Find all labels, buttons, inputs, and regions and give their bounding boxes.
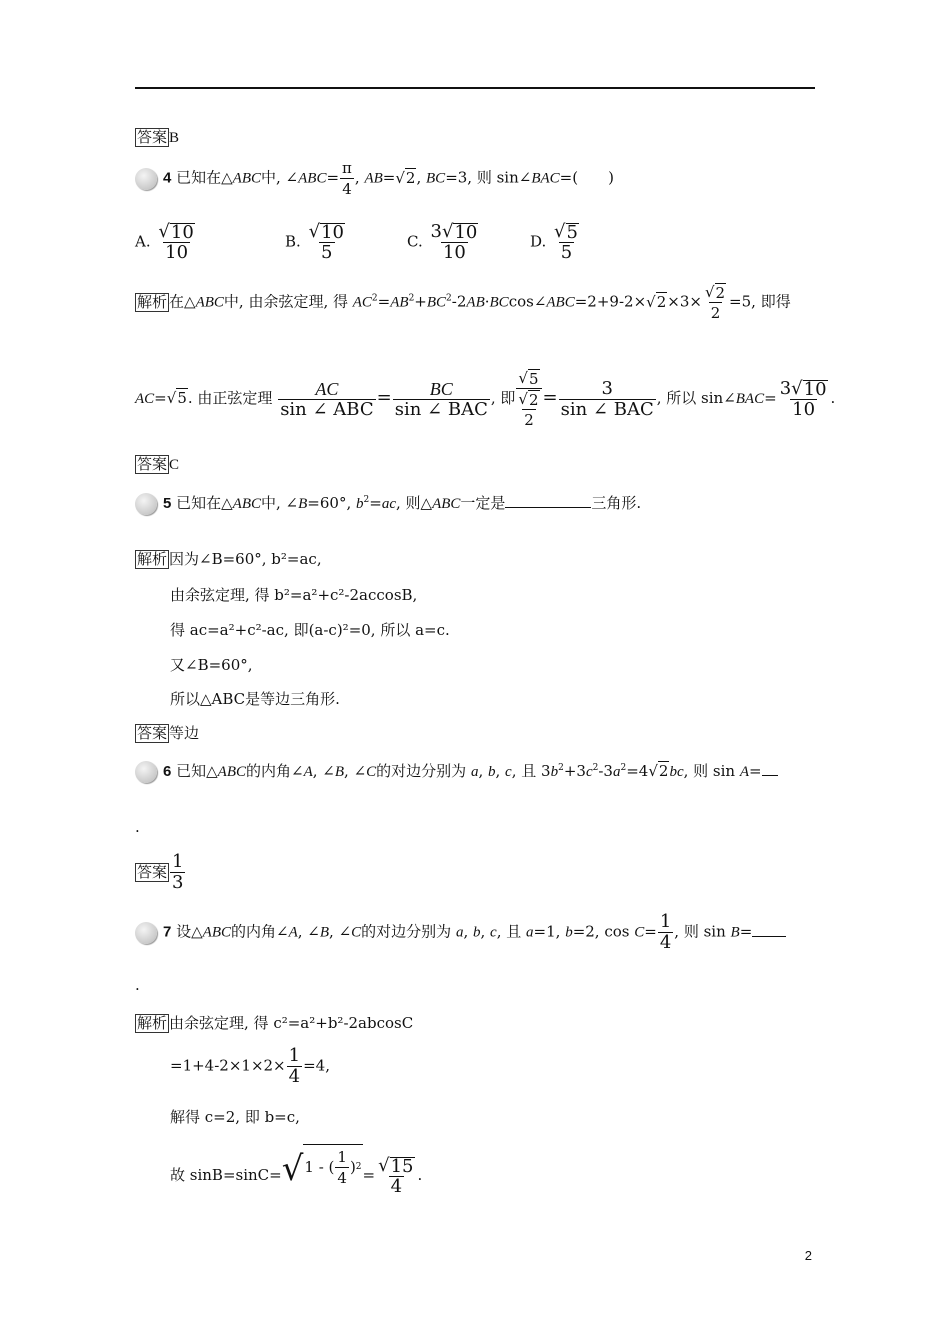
denominator: 3 xyxy=(172,872,184,893)
text: =5, 即得 xyxy=(729,292,791,311)
numerator: 1 xyxy=(288,1045,301,1066)
radicand: 10 xyxy=(170,222,194,243)
radicand: 10 xyxy=(803,378,827,400)
text: -2 xyxy=(451,292,467,311)
text: , 则△ xyxy=(395,494,433,512)
numerator: 1 xyxy=(337,1147,347,1166)
text: 故 sinB=sinC= xyxy=(170,1166,282,1184)
question-bullet-icon xyxy=(135,922,157,944)
denominator: 4 xyxy=(390,1175,403,1197)
text: BC xyxy=(489,294,509,311)
text: , 即 xyxy=(490,389,516,407)
text: 在△ xyxy=(169,292,196,311)
text: BC xyxy=(426,294,447,311)
analysis-tag: 解析 xyxy=(137,292,168,311)
text: =60°, xyxy=(307,494,356,512)
fraction xyxy=(278,379,375,420)
text: 已知△ xyxy=(176,762,218,780)
text: = xyxy=(362,1166,376,1184)
numerator: π xyxy=(342,159,352,177)
radicand: 2 xyxy=(658,762,669,780)
text: +3 xyxy=(563,762,586,780)
text: cos∠ xyxy=(508,292,547,311)
question-bullet-icon xyxy=(135,761,157,783)
denominator: 5 xyxy=(321,242,333,263)
text: = xyxy=(764,389,777,407)
radicand: 2 xyxy=(715,284,726,302)
denominator: 4 xyxy=(288,1066,301,1087)
text: ABC xyxy=(195,294,224,311)
text: =2, cos xyxy=(572,922,635,941)
question-number: 5 xyxy=(163,495,172,512)
text: , ∠ xyxy=(344,762,367,780)
text: =( ) xyxy=(559,168,614,187)
text: , 则 sin xyxy=(674,922,731,941)
option-a[interactable] xyxy=(135,222,198,263)
answer-tag: 答案 xyxy=(137,863,168,881)
text: 中, 由余弦定理, 得 xyxy=(223,292,353,311)
answer-value: B xyxy=(169,130,180,146)
denominator: sin ∠ BAC xyxy=(560,398,654,420)
q5-analysis-line-4: 又∠B=60°, xyxy=(170,656,253,674)
text: , xyxy=(416,168,427,187)
option-fraction: √ 10 5 xyxy=(308,221,344,263)
q4-answer xyxy=(135,455,179,474)
text: 的对边分别为 xyxy=(361,922,456,941)
option-label: A. xyxy=(135,232,151,251)
answer-line-prev xyxy=(135,128,179,147)
text: = xyxy=(376,387,392,408)
option-fraction: 3 √ 10 10 xyxy=(430,221,478,263)
text: 已知在△ xyxy=(176,168,233,187)
radicand: 5 xyxy=(528,370,539,388)
text: = xyxy=(739,922,753,941)
text: ABC xyxy=(217,764,247,780)
sqrt: √ 5 xyxy=(166,389,187,407)
q5-analysis-line-2: 由余弦定理, 得 b²=a²+c²-2accosB, xyxy=(170,586,418,604)
question-5-stem: 5 已知在△ABC中, ∠B=60°, $b^2=ac$, 则△ABC一定是 三角形. xyxy=(135,492,641,515)
compound-fraction: √ 5 √ 2 2 xyxy=(516,368,541,430)
answer-value: 等边 xyxy=(169,724,200,742)
text: 的对边分别为 xyxy=(376,762,471,780)
denominator: 4 xyxy=(659,932,672,953)
option-c[interactable] xyxy=(407,222,481,263)
fraction: 3 √ 10 10 xyxy=(779,377,827,420)
text: 中, ∠ xyxy=(261,494,299,512)
text: = xyxy=(644,922,657,941)
q7-period: . xyxy=(135,976,140,994)
analysis-tag: 解析 xyxy=(137,550,168,568)
denominator: sin ∠ BAC xyxy=(394,398,488,420)
option-fraction: √ 10 10 xyxy=(158,221,194,263)
text: = xyxy=(377,292,391,311)
text: = xyxy=(326,168,340,187)
page-number: 2 xyxy=(804,1248,812,1263)
text: ABC xyxy=(298,170,327,187)
q7-analysis-line-3: 解得 c=2, 即 b=c, xyxy=(170,1108,300,1126)
q7-analysis-line-1 xyxy=(135,1012,413,1033)
question-6-stem: 6 已知△ABC的内角∠A, ∠B, ∠C的对边分别为 a, b, c, 且 $3b^2+3c^2-3a^2=4$ √ 2 bc, 则 sin A= xyxy=(135,760,778,783)
denominator: 4 xyxy=(337,1168,347,1187)
text: =4 xyxy=(626,762,649,780)
text: 中, ∠ xyxy=(261,168,299,187)
text: =1+4-2×1×2× xyxy=(170,1056,286,1075)
denominator: 10 xyxy=(442,242,466,263)
denominator: 10 xyxy=(165,242,189,263)
text: AB xyxy=(364,170,383,187)
text: ABC xyxy=(232,170,262,187)
radicand: 2 xyxy=(405,168,416,187)
radicand: 5 xyxy=(566,222,578,243)
text: b xyxy=(356,496,364,512)
question-number: 4 xyxy=(163,169,172,187)
text: , 且 3 xyxy=(511,762,551,780)
question-7-stem: 7 设△ABC的内角∠A, ∠B, ∠C的对边分别为 a, b, c, 且 a=1, b=2, cos C= $\frac{1}{4}$ , 则 sin B= xyxy=(135,912,786,953)
option-fraction: √ 5 5 xyxy=(554,221,578,263)
text: . xyxy=(830,389,836,407)
denominator: 5 xyxy=(560,242,573,263)
text: ABC xyxy=(546,294,575,311)
numerator: BC xyxy=(429,378,453,399)
coefficient: 3 xyxy=(779,377,792,399)
q5-answer xyxy=(135,722,199,743)
text: =1, xyxy=(533,922,566,941)
numerator: 1 xyxy=(172,851,184,872)
q5-analysis-line-1 xyxy=(135,548,322,569)
text: 的内角∠ xyxy=(231,922,289,941)
fraction xyxy=(393,379,490,420)
question-bullet-icon xyxy=(135,493,157,515)
text: 因为∠B=60°, b²=ac, xyxy=(169,550,322,568)
text: AC xyxy=(135,391,155,407)
answer-blank[interactable] xyxy=(762,775,778,776)
answer-tag: 答案 xyxy=(137,128,168,146)
text: = xyxy=(749,762,762,780)
text: =3, 则 sin∠ xyxy=(445,168,532,187)
text: , ∠ xyxy=(312,762,335,780)
text: = xyxy=(154,389,167,407)
answer-blank[interactable] xyxy=(752,936,786,937)
text: AB xyxy=(390,294,409,311)
text: 三角形. xyxy=(591,494,642,512)
option-d[interactable] xyxy=(530,222,582,263)
denominator: 2 xyxy=(524,411,534,429)
text: ×3× xyxy=(667,292,702,311)
text: + xyxy=(414,292,427,311)
text: -3 xyxy=(598,762,613,780)
q6-answer xyxy=(135,852,186,893)
radicand: 15 xyxy=(390,1155,414,1177)
text: ABC xyxy=(232,496,262,512)
text: ABC xyxy=(202,924,232,941)
sqrt-expression: √ 1 - ( $\frac{1}{4}$ ) 2 xyxy=(282,1144,363,1189)
text: =4, xyxy=(303,1056,330,1075)
option-label: D. xyxy=(530,232,547,251)
text: BAC xyxy=(735,391,765,407)
q4-analysis-line-2 xyxy=(135,368,835,430)
text: ac xyxy=(381,496,396,512)
q6-period: . xyxy=(135,818,140,836)
q4-analysis-line-1: 解析 在△ABC中, 由余弦定理, 得 $AC^2=AB^2+BC^2-2AB\cdot BCcos\angle ABC=2+9-2\times$ √ 2 ×3× √ 2 2 =5, 即得 xyxy=(137,283,791,322)
denominator: sin ∠ ABC xyxy=(280,398,374,420)
text: . 由正弦定理 xyxy=(187,389,273,407)
answer-value: C xyxy=(169,457,180,473)
question-number: 6 xyxy=(163,763,172,780)
text: , xyxy=(354,168,365,187)
fraction-pi-4 xyxy=(340,158,354,199)
answer-tag: 答案 xyxy=(137,724,168,742)
text: BAC xyxy=(531,170,560,187)
numerator: AC xyxy=(315,378,339,399)
question-bullet-icon xyxy=(135,168,157,190)
top-rule xyxy=(135,87,815,89)
question-number: 7 xyxy=(163,923,172,941)
q5-analysis-line-5: 所以△ABC是等边三角形. xyxy=(170,690,340,708)
text: 的内角∠ xyxy=(246,762,304,780)
text: 已知在△ xyxy=(176,494,233,512)
text: ABC xyxy=(432,496,461,512)
text: · xyxy=(484,292,490,311)
fraction xyxy=(559,379,656,420)
text: , 且 xyxy=(496,922,527,941)
text: = xyxy=(542,387,558,408)
text: 由余弦定理, 得 c²=a²+b²-2abcosC xyxy=(169,1014,414,1032)
q7-analysis-line-2 xyxy=(170,1046,330,1087)
text: AC xyxy=(352,294,372,311)
denominator: 10 xyxy=(792,398,816,420)
text: , 则 sin xyxy=(683,762,740,780)
sqrt: √ 2 xyxy=(646,292,667,311)
text: , 所以 sin∠ xyxy=(656,389,736,407)
denominator: 2 xyxy=(710,304,721,322)
text: BC xyxy=(426,170,446,187)
text: . xyxy=(417,1166,423,1184)
text: = xyxy=(382,168,396,187)
text: AB xyxy=(466,294,485,311)
numerator: 1 xyxy=(659,911,672,932)
numerator: 3 xyxy=(601,377,613,399)
radicand: 5 xyxy=(177,389,187,407)
radicand: 10 xyxy=(321,222,344,243)
fraction xyxy=(287,1046,302,1087)
radicand: 2 xyxy=(528,391,539,409)
q5-analysis-line-3: 得 ac=a²+c²-ac, 即(a-c)²=0, 所以 a=c. xyxy=(170,621,450,639)
fraction: √ 15 4 xyxy=(378,1154,414,1197)
text: =2+9-2× xyxy=(574,292,647,311)
fraction: √ 2 2 xyxy=(704,283,726,322)
fraction xyxy=(658,912,673,953)
answer-fraction xyxy=(170,852,185,893)
text: = xyxy=(369,494,382,512)
option-label: C. xyxy=(407,232,423,251)
radicand: 10 xyxy=(454,222,478,243)
option-label: B. xyxy=(285,232,301,251)
sqrt: √ 2 xyxy=(648,762,669,780)
coefficient: 3 xyxy=(430,221,442,242)
analysis-tag: 解析 xyxy=(137,1014,168,1032)
denominator: 4 xyxy=(342,180,352,198)
question-4-stem xyxy=(135,158,614,199)
option-b[interactable] xyxy=(285,222,348,263)
text: 一定是 xyxy=(460,494,506,512)
sqrt: √ 2 xyxy=(395,168,416,187)
text: 设△ xyxy=(176,922,203,941)
answer-tag: 答案 xyxy=(137,455,168,473)
q7-analysis-line-4 xyxy=(170,1144,422,1197)
answer-blank[interactable] xyxy=(505,507,591,508)
radicand: 2 xyxy=(656,292,667,311)
